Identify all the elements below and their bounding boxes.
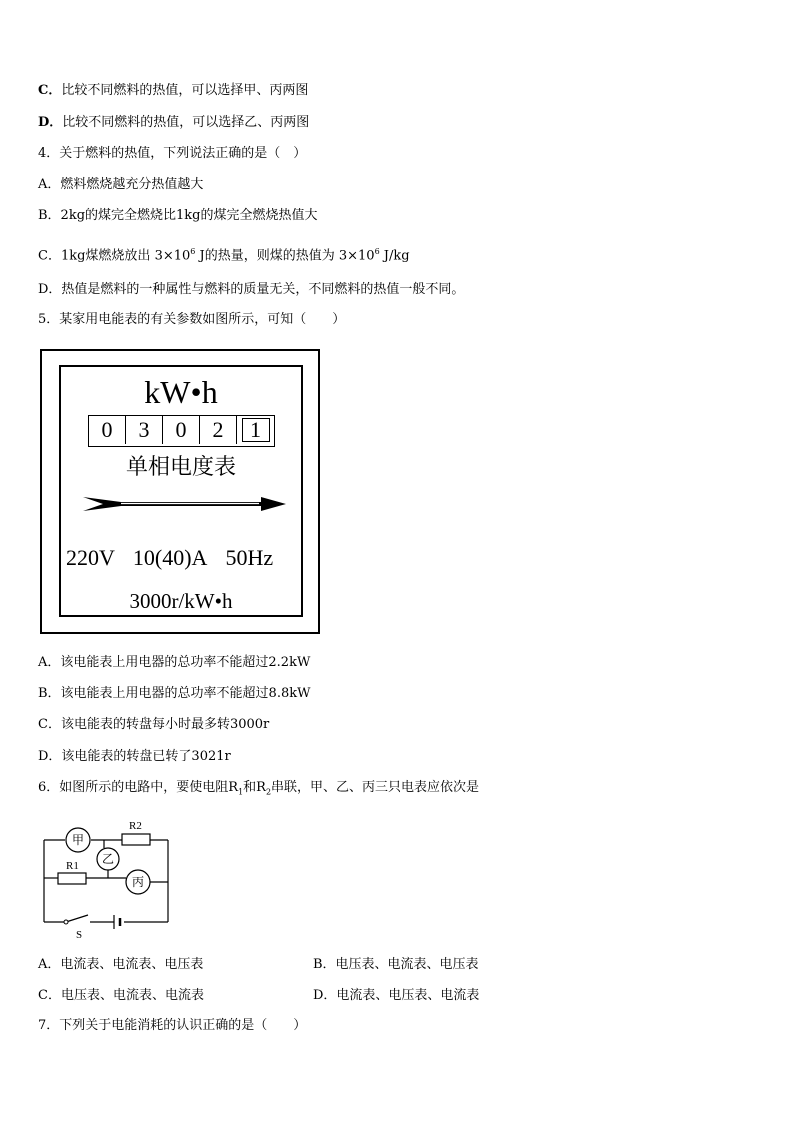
- meter-digit-decimal: 1: [237, 416, 274, 444]
- q7-stem: 7．下列关于电能消耗的认识正确的是（ ）: [38, 1018, 307, 1033]
- q6-option-a: A．电流表、电流表、电压表: [38, 957, 204, 972]
- meter-1-label: 甲: [71, 833, 85, 847]
- energy-meter-figure: [40, 349, 320, 634]
- meter-type: 单相电度表: [125, 455, 236, 480]
- r2-label: R2: [129, 820, 142, 832]
- q5-option-b: B．该电能表上用电器的总功率不能超过8.8kW: [38, 686, 311, 701]
- q5-option-a: A．该电能表上用电器的总功率不能超过2.2kW: [38, 655, 311, 670]
- meter-frequency: 50Hz: [225, 545, 274, 570]
- meter-digit: 0: [163, 416, 200, 444]
- q4-option-b: B．2kg的煤完全燃烧比1kg的煤完全燃烧热值大: [38, 208, 318, 223]
- meter-voltage: 220V: [66, 545, 115, 570]
- meter-digit: 0: [89, 416, 126, 444]
- q5-stem: 5．某家用电能表的有关参数如图所示，可知（ ）: [38, 312, 346, 327]
- q5-option-d: D．该电能表的转盘已转了3021r: [38, 749, 231, 764]
- q5-option-c: C．该电能表的转盘每小时最多转3000r: [38, 717, 270, 732]
- q6-stem: 6．如图所示的电路中，要使电阻$R_1$和$R_2$串联，甲、乙、丙三只电表应依次是: [38, 780, 480, 797]
- circuit-diagram: [40, 812, 180, 942]
- energy-meter-panel: [59, 365, 303, 617]
- q4-option-c: C．1kg煤燃烧放出 $3\times 10^6$ J的热量，则煤的热值为 $3\times 10^6$ J/kg: [38, 247, 410, 264]
- q4-option-a: A．燃料燃烧越充分热值越大: [38, 177, 204, 192]
- rotation-arrow-icon: [81, 493, 291, 515]
- meter-unit: kW•h: [144, 374, 218, 410]
- switch-label: S: [76, 929, 83, 941]
- q3-option-d: D．比较不同燃料的热值，可以选择乙、丙两图: [38, 115, 310, 130]
- q4-option-d: D．热值是燃料的一种属性与燃料的质量无关，不同燃料的热值一般不同。: [38, 282, 465, 297]
- q6-option-c: C．电压表、电流表、电流表: [38, 988, 204, 1003]
- meter-digit: 3: [126, 416, 163, 444]
- meter-current: 10(40)A: [132, 545, 208, 570]
- q4-stem: 4．关于燃料的热值，下列说法正确的是（ ）: [38, 146, 307, 161]
- meter-digits: [88, 415, 275, 447]
- q3-option-c: C．比较不同燃料的热值，可以选择甲、丙两图: [38, 83, 309, 98]
- meter-3-label: 丙: [131, 875, 145, 889]
- meter-revolutions: 3000r/kW•h: [129, 589, 233, 613]
- meter-specs: [66, 545, 291, 571]
- q6-option-b: B．电压表、电流表、电压表: [313, 957, 479, 972]
- meter-digit: 2: [200, 416, 237, 444]
- r1-label: R1: [66, 860, 79, 872]
- q6-option-d: D．电流表、电压表、电流表: [313, 988, 480, 1003]
- meter-2-label: 乙: [101, 852, 115, 866]
